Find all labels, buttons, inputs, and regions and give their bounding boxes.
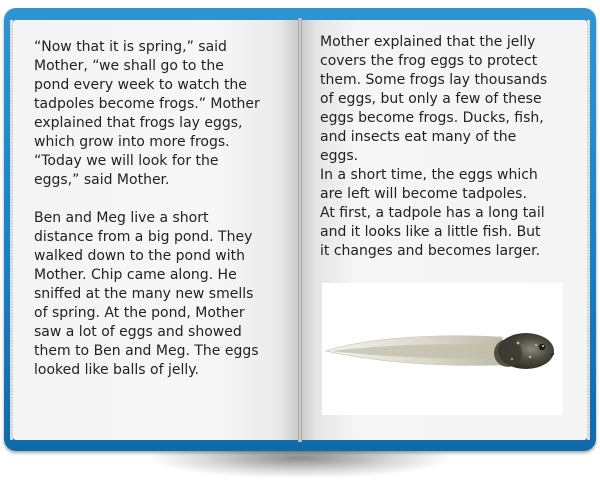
left-paragraph-2: Ben and Meg live a short distance from a big pond. They walked down to the pond with Mother. Chip came along. He sniffed at the many new smells of spring. At the pond, Mother saw a lot of eggs and showed them to Ben and Meg. The eggs looked like balls of jelly. [34, 210, 259, 378]
tadpole-image [322, 283, 563, 415]
page-edges-right [587, 20, 590, 440]
tadpole-photo [322, 283, 563, 415]
right-paragraph-1: Mother explained that the jelly covers the frog eggs to protect them. Some frogs lay thousands of eggs, but only a few of these eggs become frogs. Ducks, fish, and insects eat many of the eggs. [320, 34, 548, 164]
left-page [13, 20, 301, 440]
right-paragraph-2: In a short time, the eggs which are left will become tadpoles. At first, a tadpole has a long tail and it looks like a little fish. But it changes and becomes larger. [320, 167, 545, 259]
left-paragraph-1: “Now that it is spring,” said Mother, “we shall go to the pond every week to watch the tadpoles become frogs.” Mother explained that frogs lay eggs, which grow into more frogs. “Today we will look for the eggs,” said Mother. [34, 39, 260, 188]
paragraph-gap [34, 190, 283, 209]
book-spine [298, 18, 302, 442]
